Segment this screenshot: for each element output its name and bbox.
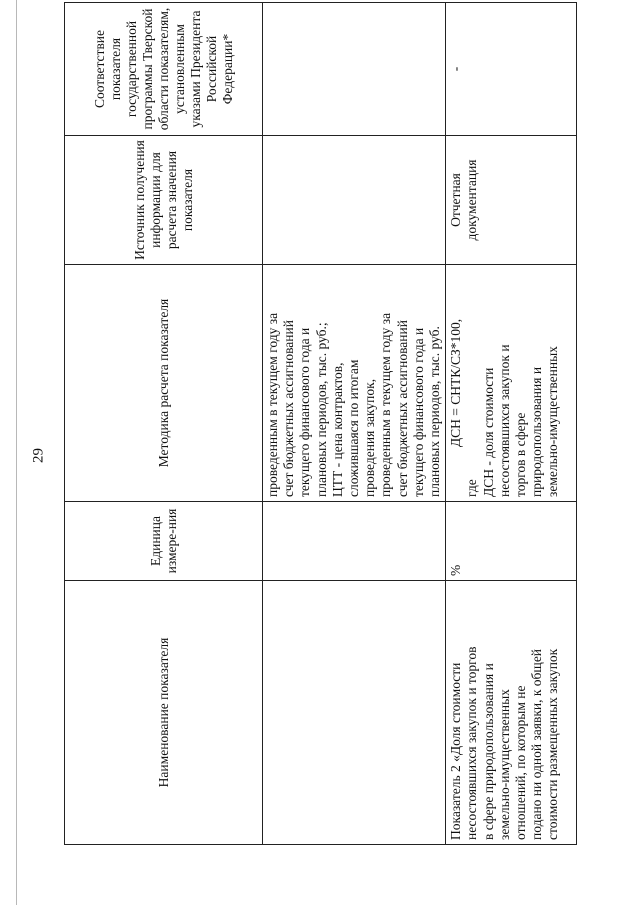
method-line: счет бюджетных ассигнований [394, 320, 410, 497]
cell-unit: % [446, 502, 577, 581]
name-line: несостоявшихся закупок и торгов [464, 646, 480, 840]
method-line: проведенным в текущем году за [265, 312, 280, 497]
method-line: несостоявшихся закупок и [496, 344, 512, 497]
page-edge-line [16, 0, 17, 905]
rotated-table-sheet [64, 7, 561, 845]
table-row-indicator-2 [446, 3, 577, 845]
cell-correspondence: - [446, 3, 577, 136]
name-line: земельно-имущественных [496, 689, 512, 840]
method-line: торгов в сфере [513, 412, 529, 497]
header-indicator-name: Наименование показателя [65, 581, 263, 845]
method-line: плановых периодов, тыс. руб.; [313, 322, 329, 497]
cell-method [263, 265, 446, 502]
name-line: отношений, по которым не [513, 685, 529, 840]
method-line: проведенным в текущем году за [378, 312, 394, 497]
method-line: текущего финансового года и [297, 327, 313, 497]
header-unit: Единица измере-ния [65, 502, 263, 581]
method-line: ДСН - доля стоимости [480, 367, 496, 497]
method-line: сложившаяся по итогам [346, 359, 362, 497]
method-line: ЦТТ - цена контрактов, [329, 362, 345, 497]
name-line: подано ни одной заявки, к общей [529, 648, 545, 840]
name-line: Показатель 2 «Доля стоимости [448, 662, 464, 840]
header-correspondence: Соответствие показателя государственной программы Тверской области показателям, установленным указами Президента Российской Федерации* [65, 3, 263, 136]
method-line: проведения закупок, [362, 378, 378, 497]
method-line: текущего финансового года и [410, 327, 426, 497]
cell-name [263, 581, 446, 845]
name-line: стоимости размещенных закупок [545, 648, 561, 840]
header-method: Методика расчета показателя [65, 265, 263, 502]
header-source: Источник получения информации для расчета значения показателя [65, 136, 263, 265]
cell-indicator-name [446, 581, 577, 845]
page-number: 29 [30, 448, 47, 463]
method-line: где [464, 479, 480, 497]
method-line: счет бюджетных ассигнований [281, 320, 297, 497]
cell-method [446, 265, 577, 502]
method-line: земельно-имущественных [545, 346, 561, 497]
cell-source [263, 136, 446, 265]
name-line: в сфере природопользования и [480, 663, 496, 840]
table-row-continuation [263, 3, 446, 845]
cell-source: Отчетная документация [446, 136, 577, 265]
indicators-table [64, 2, 577, 845]
table-header-row [65, 3, 263, 845]
cell-unit [263, 502, 446, 581]
method-line: плановых периодов, тыс. руб. [427, 326, 443, 497]
method-line: природопользования и [529, 366, 545, 497]
cell-correspondence [263, 3, 446, 136]
method-formula: ДСН = СНТК/СЗ*100, [448, 318, 464, 448]
